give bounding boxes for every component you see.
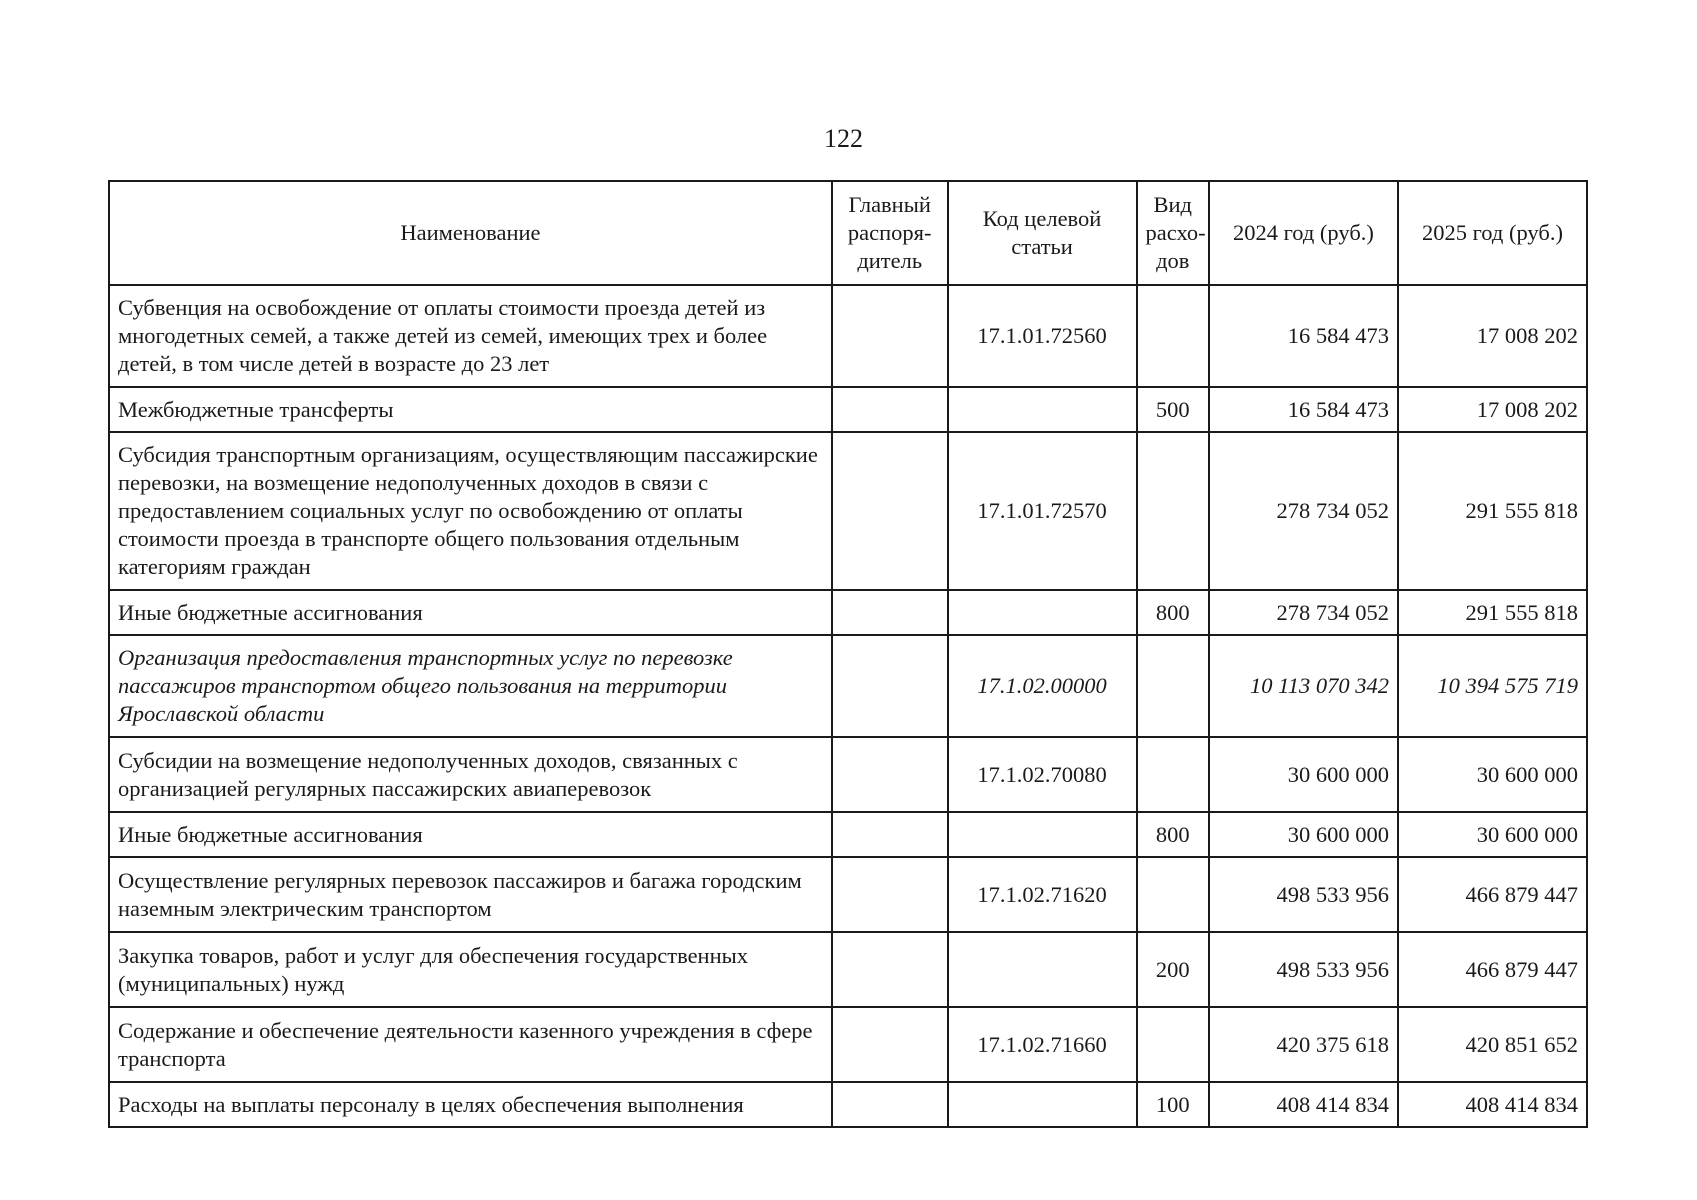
header-kind: Вид расхо-дов (1137, 181, 1209, 285)
row-kind: 800 (1137, 590, 1209, 635)
row-admin (832, 932, 948, 1007)
row-name: Межбюджетные трансферты (109, 387, 832, 432)
row-amount-2025: 420 851 652 (1398, 1007, 1587, 1082)
row-amount-2025: 10 394 575 719 (1398, 635, 1587, 737)
header-code: Код целевой статьи (948, 181, 1137, 285)
row-amount-2025: 466 879 447 (1398, 932, 1587, 1007)
row-kind (1137, 432, 1209, 590)
header-admin: Главный распоря-дитель (832, 181, 948, 285)
row-kind: 200 (1137, 932, 1209, 1007)
table-row (109, 812, 1587, 857)
row-amount-2025: 291 555 818 (1398, 432, 1587, 590)
row-kind: 800 (1137, 812, 1209, 857)
row-name: Субсидии на возмещение недополученных доходов, связанных с организацией регулярных пассажирских авиаперевозок (109, 737, 832, 812)
table-row (109, 857, 1587, 932)
budget-table (108, 180, 1588, 1128)
row-code (948, 590, 1137, 635)
row-kind (1137, 857, 1209, 932)
row-code: 17.1.02.00000 (948, 635, 1137, 737)
row-admin (832, 635, 948, 737)
row-code (948, 387, 1137, 432)
row-admin (832, 590, 948, 635)
header-2024: 2024 год (руб.) (1209, 181, 1398, 285)
header-name: Наименование (109, 181, 832, 285)
row-name: Иные бюджетные ассигнования (109, 590, 832, 635)
table-row (109, 1007, 1587, 1082)
table-row (109, 635, 1587, 737)
row-code: 17.1.01.72560 (948, 285, 1137, 387)
row-admin (832, 285, 948, 387)
row-name: Субсидия транспортным организациям, осуществляющим пассажирские перевозки, на возмещение недополученных доходов в связи с предоставлением социальных услуг по освобождению от оплаты стоимости проезда в транспорте общего пользования отдельным категориям граждан (109, 432, 832, 590)
row-code: 17.1.02.71620 (948, 857, 1137, 932)
row-kind (1137, 1007, 1209, 1082)
row-name: Субвенция на освобождение от оплаты стоимости проезда детей из многодетных семей, а также детей из семей, имеющих трех и более детей, в том числе детей в возрасте до 23 лет (109, 285, 832, 387)
table-row (109, 737, 1587, 812)
row-admin (832, 1082, 948, 1127)
row-admin (832, 387, 948, 432)
row-amount-2024: 278 734 052 (1209, 590, 1398, 635)
row-amount-2024: 10 113 070 342 (1209, 635, 1398, 737)
table-row (109, 590, 1587, 635)
row-code (948, 932, 1137, 1007)
table-row (109, 932, 1587, 1007)
row-kind (1137, 737, 1209, 812)
row-kind: 100 (1137, 1082, 1209, 1127)
row-kind: 500 (1137, 387, 1209, 432)
row-name: Организация предоставления транспортных услуг по перевозке пассажиров транспортом общего пользования на территории Ярославской области (109, 635, 832, 737)
row-admin (832, 812, 948, 857)
page-number: 122 (824, 124, 863, 153)
row-amount-2025: 30 600 000 (1398, 737, 1587, 812)
table-row (109, 285, 1587, 387)
row-name: Содержание и обеспечение деятельности казенного учреждения в сфере транспорта (109, 1007, 832, 1082)
row-amount-2024: 420 375 618 (1209, 1007, 1398, 1082)
row-amount-2024: 16 584 473 (1209, 285, 1398, 387)
row-name: Осуществление регулярных перевозок пассажиров и багажа городским наземным электрическим транспортом (109, 857, 832, 932)
row-amount-2024: 408 414 834 (1209, 1082, 1398, 1127)
row-amount-2025: 17 008 202 (1398, 387, 1587, 432)
row-amount-2025: 30 600 000 (1398, 812, 1587, 857)
row-code: 17.1.02.71660 (948, 1007, 1137, 1082)
row-amount-2024: 30 600 000 (1209, 737, 1398, 812)
row-amount-2025: 291 555 818 (1398, 590, 1587, 635)
row-amount-2025: 408 414 834 (1398, 1082, 1587, 1127)
row-code (948, 812, 1137, 857)
table-row (109, 432, 1587, 590)
row-kind (1137, 285, 1209, 387)
row-amount-2025: 466 879 447 (1398, 857, 1587, 932)
row-amount-2024: 16 584 473 (1209, 387, 1398, 432)
row-amount-2025: 17 008 202 (1398, 285, 1587, 387)
row-code: 17.1.01.72570 (948, 432, 1137, 590)
table-row (109, 1082, 1587, 1127)
row-code: 17.1.02.70080 (948, 737, 1137, 812)
row-admin (832, 1007, 948, 1082)
header-2025: 2025 год (руб.) (1398, 181, 1587, 285)
row-admin (832, 857, 948, 932)
row-amount-2024: 30 600 000 (1209, 812, 1398, 857)
table-header-row (109, 181, 1587, 285)
row-code (948, 1082, 1137, 1127)
row-name: Иные бюджетные ассигнования (109, 812, 832, 857)
table-row (109, 387, 1587, 432)
row-admin (832, 432, 948, 590)
row-amount-2024: 278 734 052 (1209, 432, 1398, 590)
row-name: Расходы на выплаты персоналу в целях обеспечения выполнения (109, 1082, 832, 1127)
row-kind (1137, 635, 1209, 737)
row-amount-2024: 498 533 956 (1209, 932, 1398, 1007)
row-name: Закупка товаров, работ и услуг для обеспечения государственных (муниципальных) нужд (109, 932, 832, 1007)
table-body (109, 285, 1587, 1127)
row-admin (832, 737, 948, 812)
row-amount-2024: 498 533 956 (1209, 857, 1398, 932)
